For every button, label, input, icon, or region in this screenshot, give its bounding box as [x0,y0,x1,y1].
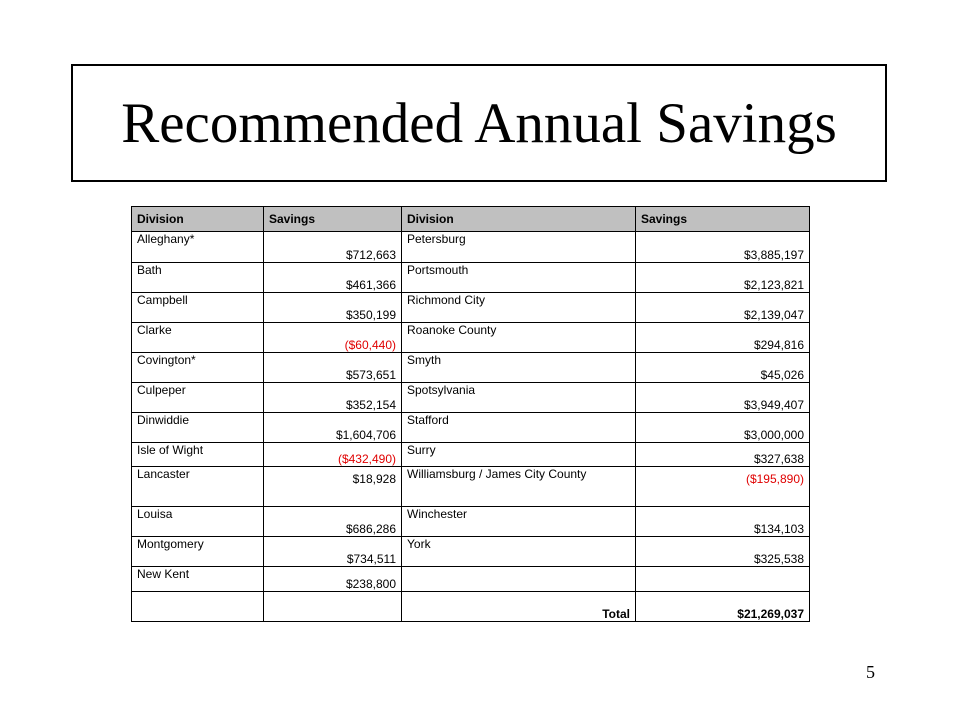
savings-cell: $461,366 [264,263,402,293]
savings-cell [636,567,810,592]
table-row [132,383,810,413]
table-row [132,413,810,443]
savings-table [131,206,810,622]
division-cell: Richmond City [402,293,636,323]
division-cell: Alleghany* [132,232,264,263]
division-cell: Smyth [402,353,636,383]
header-division-right: Division [402,207,636,232]
savings-cell: $45,026 [636,353,810,383]
table-row [132,467,810,507]
savings-cell: $686,286 [264,507,402,537]
savings-cell: $734,511 [264,537,402,567]
savings-cell: $294,816 [636,323,810,353]
savings-cell: ($432,490) [264,443,402,467]
division-cell: Montgomery [132,537,264,567]
division-cell: Lancaster [132,467,264,507]
division-cell: Clarke [132,323,264,353]
table-row [132,567,810,592]
savings-cell: $3,000,000 [636,413,810,443]
division-cell: Stafford [402,413,636,443]
savings-cell: $352,154 [264,383,402,413]
division-cell: New Kent [132,567,264,592]
division-cell: Campbell [132,293,264,323]
division-cell: Portsmouth [402,263,636,293]
table-row [132,323,810,353]
table-row [132,507,810,537]
division-cell [402,567,636,592]
title-box [71,64,887,182]
savings-cell: $134,103 [636,507,810,537]
division-cell: Culpeper [132,383,264,413]
division-cell: Petersburg [402,232,636,263]
header-savings-right: Savings [636,207,810,232]
savings-cell: $325,538 [636,537,810,567]
header-savings-left: Savings [264,207,402,232]
savings-cell: $712,663 [264,232,402,263]
savings-cell: $1,604,706 [264,413,402,443]
division-cell: York [402,537,636,567]
savings-cell: $327,638 [636,443,810,467]
table-row [132,443,810,467]
division-cell: Isle of Wight [132,443,264,467]
table-header-row [132,207,810,232]
savings-cell: $2,123,821 [636,263,810,293]
table-row [132,293,810,323]
page-number: 5 [866,662,875,682]
savings-cell: ($195,890) [636,467,810,507]
header-division-left: Division [132,207,264,232]
division-cell: Covington* [132,353,264,383]
division-cell: Louisa [132,507,264,537]
savings-cell: $18,928 [264,467,402,507]
division-cell: Roanoke County [402,323,636,353]
division-cell: Bath [132,263,264,293]
table-row [132,232,810,263]
empty-cell [264,592,402,622]
empty-cell [132,592,264,622]
savings-cell: $573,651 [264,353,402,383]
page-title: Recommended Annual Savings [121,91,837,155]
table-row [132,263,810,293]
savings-cell: $3,885,197 [636,232,810,263]
division-cell: Dinwiddie [132,413,264,443]
total-row [132,592,810,622]
division-cell: Spotsylvania [402,383,636,413]
savings-cell: $2,139,047 [636,293,810,323]
total-label: Total [402,592,636,622]
division-cell: Winchester [402,507,636,537]
division-cell: Surry [402,443,636,467]
total-value: $21,269,037 [636,592,810,622]
division-cell: Williamsburg / James City County [402,467,636,507]
table-row [132,537,810,567]
savings-cell: $350,199 [264,293,402,323]
savings-cell: $238,800 [264,567,402,592]
savings-cell: ($60,440) [264,323,402,353]
savings-cell: $3,949,407 [636,383,810,413]
table-row [132,353,810,383]
